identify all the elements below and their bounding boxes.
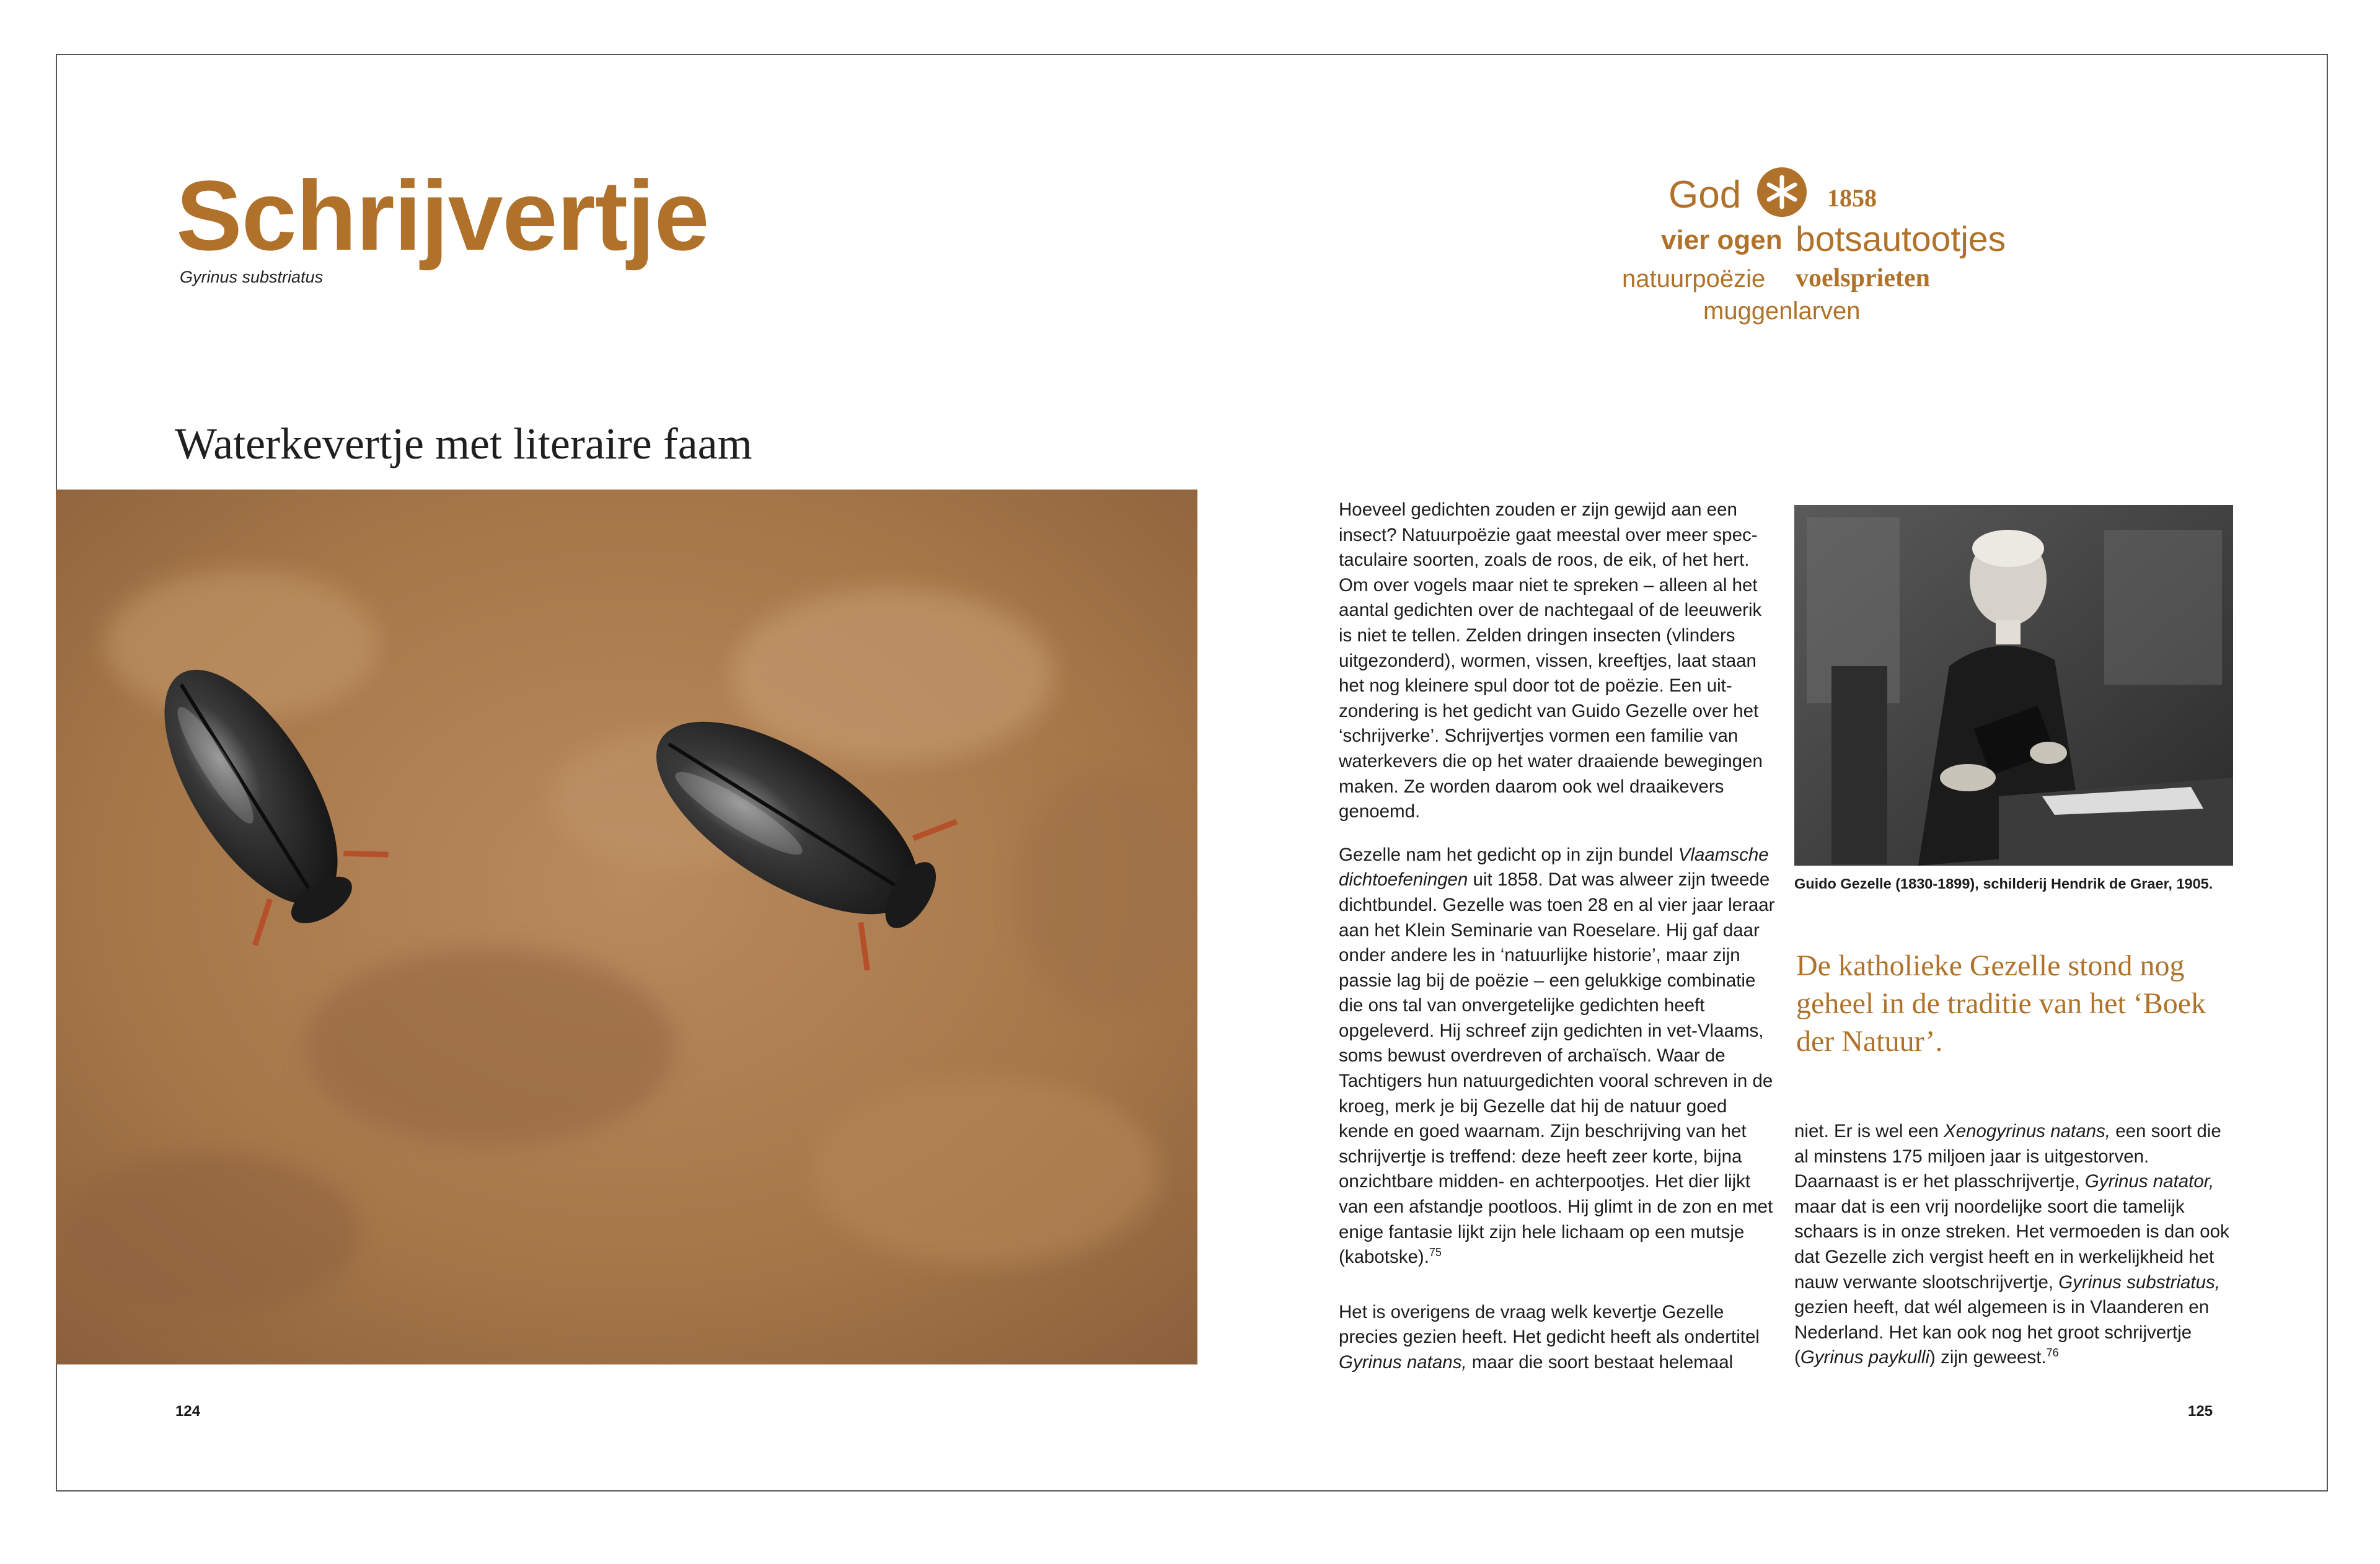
keyword-natuurpoezie: natuurpoëzie <box>1622 265 1766 292</box>
keyword-muggenlarven: muggenlarven <box>1703 297 1861 325</box>
keyword-voelsprieten: voelsprieten <box>1796 264 1930 292</box>
text-run: gezien heeft, dat wél algemeen is in Vlaanderen en Nederland. Het kan ook nog het groot schrijvertje ( <box>1794 1297 2210 1368</box>
keyword-botsautootjes: botsautootjes <box>1796 219 2006 259</box>
keyword-vier-ogen: vier ogen <box>1661 225 1783 255</box>
book-title: Vlaamsche dichtoefeningen <box>1339 844 1769 890</box>
latin-name: Gyrinus substriatus <box>180 268 324 286</box>
keyword-year: 1858 <box>1827 184 1877 212</box>
text-run: niet. Er is wel een <box>1794 1121 1944 1141</box>
asterisk-icon <box>1757 167 1807 217</box>
text-run: Het is overigens de vraag welk kevertje Gezelle precies gezien heeft. Het gedicht heeft als ondertitel <box>1339 1301 1760 1348</box>
gezelle-portrait <box>1794 505 2233 866</box>
text-run: een soort die al minstens 175 miljoen jaar is uitgestorven. Daarnaast is er het plasschrijvertje, <box>1794 1121 2221 1192</box>
species-name: Gyrinus natans, <box>1339 1352 1467 1373</box>
paragraph-4 <box>1794 1119 2234 1371</box>
paragraph-2 <box>1339 843 1779 1270</box>
species-name: Gyrinus natator, <box>2084 1171 2215 1192</box>
species-name: Gyrinus paykulli <box>1800 1347 1930 1368</box>
species-name: Gyrinus substriatus, <box>2058 1272 2220 1293</box>
paragraph-1: Hoeveel gedichten zouden er zijn gewijd aan een insect? Natuurpoëzie gaat meestal over meer spectaculaire soorten, zoals de roos, de eik, of het hert. Om over vogels maar niet te spreken – alleen al het aantal gedichten over de nachtegaal of de leeuwerik is niet te tellen. Zelden dringen insecten (vlinders uitgezonderd), wormen, vissen, kreeftjes, laat staan het nog kleinere spul door tot de poëzie. Een uitzondering is het gedicht van Guido Gezelle over het ‘schrijverke’. Schrijvertjes vormen een familie van waterkevers die op het water draaiende bewegingen maken. Ze worden daarom ook wel draaikevers genoemd. <box>1339 499 1763 822</box>
text-run: ) zijn geweest. <box>1929 1347 2047 1368</box>
keyword-god: God <box>1668 174 1742 216</box>
chapter-subtitle: Waterkevertje met literaire faam <box>175 419 752 468</box>
chapter-title: Schrijvertje <box>176 160 709 271</box>
species-name: Xenogyrinus natans, <box>1944 1121 2110 1141</box>
footnote-ref: 75 <box>1429 1246 1442 1259</box>
body-column-left <box>1339 498 1779 1394</box>
paragraph-3 <box>1339 1300 1779 1376</box>
text-run: uit 1858. Dat was alweer zijn tweede dichtbundel. Gezelle was toen 28 en al vier jaar leraar aan het Klein Seminarie van Roeselare. Hij gaf daar onder andere les in ‘natuurlijke historie’, maar zijn passie lag bij de poëzie – een gelukkige combinatie die ons tal van onvergetelijke gedichten heeft opgeleverd. Hij schreef zijn gedichten in vet-Vlaams, soms bewust overdreven of archaïsch. Waar de Tachtigers hun natuurgedichten vooral schreven in de kroeg, merk je bij Gezelle dat hij de natuur goed kende en goed waarnam. Zijn beschrijving van het schrijvertje is treffend: deze heeft zeer korte, bijna onzichtbare midden- en achterpootjes. Het dier lijkt van een afstandje pootloos. Hij glimt in de zon en met enige fantasie lijkt zijn hele lichaam op een mutsje (kabotske). <box>1339 869 1775 1268</box>
text-run: maar dat is een vrij noordelijke soort die tamelijk schaars is in onze streken. Het vermoeden is dan ook dat Gezelle zich vergist heeft en in werkelijkheid het nauw verwante slootschrijvertje, <box>1794 1196 2229 1293</box>
pull-quote: De katholieke Gezelle stond nog geheel in de traditie van het ‘Boek der Natuur’. <box>1796 949 2206 1058</box>
footnote-ref: 76 <box>2046 1347 2059 1360</box>
beetles-photo <box>56 490 1197 1364</box>
body-column-right <box>1794 1119 2234 1389</box>
page-number-left: 124 <box>175 1403 201 1420</box>
text-run: Gezelle nam het gedicht op in zijn bundel <box>1339 844 1678 865</box>
portrait-caption: Guido Gezelle (1830-1899), schilderij Hendrik de Graer, 1905. <box>1794 876 2213 892</box>
text-run: maar die soort bestaat helemaal <box>1466 1352 1734 1373</box>
page-number-right: 125 <box>2188 1403 2213 1420</box>
